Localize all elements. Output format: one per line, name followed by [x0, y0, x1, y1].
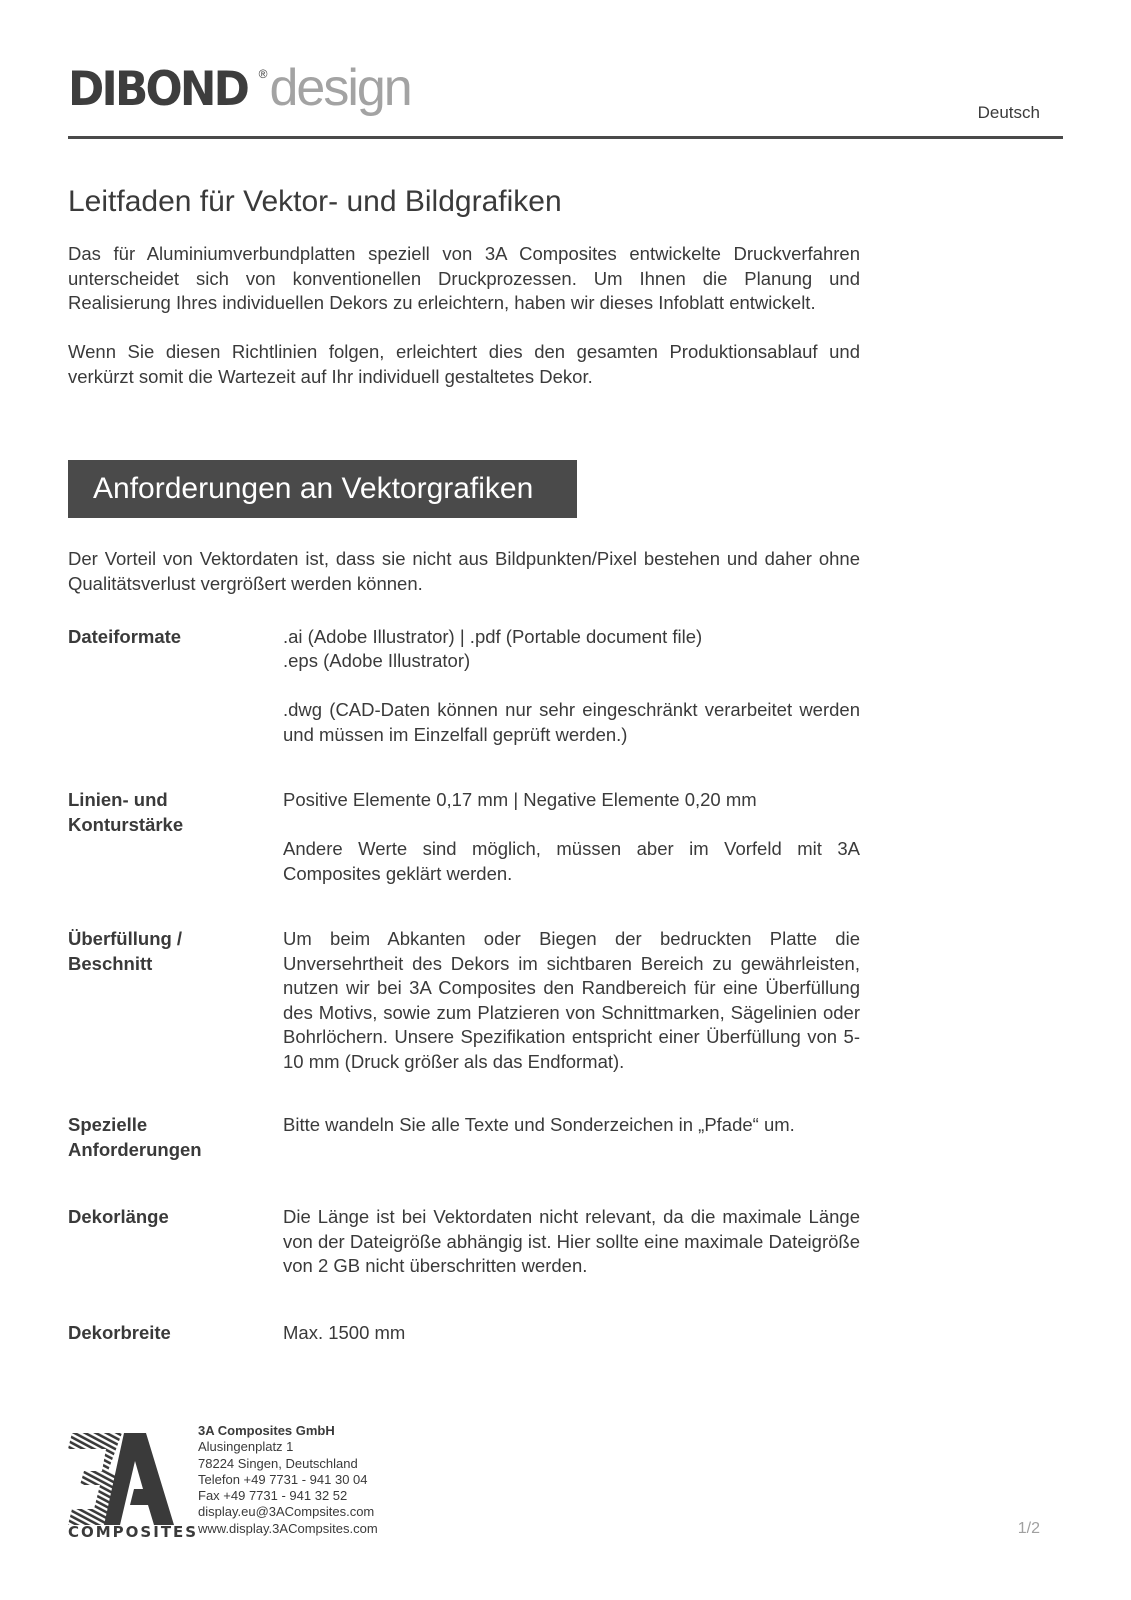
address-street: Alusingenplatz 1	[198, 1439, 294, 1455]
spec-value-dekorbreite: Max. 1500 mm	[283, 1322, 406, 1343]
spec-value-linienstaerke-2: Andere Werte sind möglich, müssen aber im Vorfeld mit 3A Composites geklärt werden.	[283, 838, 860, 884]
section-heading: Anforderungen an Vektorgrafiken	[68, 460, 577, 518]
company-name: 3A Composites GmbH	[198, 1423, 335, 1438]
spec-value-dateiformate-1: .ai (Adobe Illustrator) | .pdf (Portable document file)	[283, 626, 703, 647]
address-email[interactable]: display.eu@3ACompsites.com	[198, 1504, 375, 1520]
spec-label-linienstaerke-line-2: Konturstärke	[68, 813, 184, 835]
logo-sub-text: design	[269, 59, 411, 117]
spec-value-dekorlaenge: Die Länge ist bei Vektordaten nicht relevant, da die maximale Länge von der Dateigröße abhängig ist. Hier sollte eine maximale Dateigröße von 2 GB nicht überschritten werden.	[283, 1206, 860, 1276]
address-fax: Fax +49 7731 - 941 32 52	[198, 1488, 348, 1504]
registered-mark: ®	[258, 67, 268, 81]
company-address-block	[198, 1423, 378, 1537]
spec-label-spezielle-line-1: Spezielle	[68, 1114, 148, 1135]
spec-value-ueberfuellung: Um beim Abkanten oder Biegen der bedruckten Platte die Unversehrtheit des Dekors im sichtbaren Bereich zu gewährleisten, nutzen wir bei 3A Composites den Randbereich für eine Überfüllung des Motivs, sowie zum Platzieren von Schnittmarken, Sägelinien oder Bohrlöchern. Unsere Spezifikation entspricht einer Überfüllung von 5-10 mm (Druck größer als das Endformat).	[283, 928, 860, 1072]
spec-label-ueberfuellung	[68, 927, 258, 976]
spec-value-linienstaerke-1: Positive Elemente 0,17 mm | Negative Elemente 0,20 mm	[283, 789, 757, 810]
page-number: 1/2	[1017, 1520, 1040, 1537]
header-divider	[68, 136, 1063, 139]
page-title: Leitfaden für Vektor- und Bildgrafiken	[68, 185, 562, 218]
spec-value-spezielle-anforderungen: Bitte wandeln Sie alle Texte und Sonderzeichen in „Pfade“ um.	[283, 1114, 795, 1135]
dibond-design-logo	[68, 59, 411, 117]
spec-label-ueberfuellung-line-1: Überfüllung /	[68, 928, 183, 949]
spec-label-dekorlaenge: Dekorlänge	[68, 1206, 169, 1227]
spec-label-dateiformate: Dateiformate	[68, 626, 182, 647]
intro-paragraph-1: Das für Aluminiumverbundplatten speziell von 3A Composites entwickelte Druckverfahren unterscheidet sich von konventionellen Druckprozessen. Um Ihnen die Planung und Realisierung Ihres individuellen Dekors zu erleichtern, haben wir dieses Infoblatt entwickelt.	[68, 243, 860, 313]
spec-label-dekorbreite: Dekorbreite	[68, 1322, 171, 1343]
intro-paragraph-2: Wenn Sie diesen Richtlinien folgen, erleichtert dies den gesamten Produktionsablauf und verkürzt somit die Wartezeit auf Ihr individuell gestaltetes Dekor.	[68, 341, 860, 387]
section-intro: Der Vorteil von Vektordaten ist, dass sie nicht aus Bildpunkten/Pixel bestehen und daher ohne Qualitätsverlust vergrößert werden können.	[68, 548, 860, 594]
spec-label-spezielle-anforderungen	[68, 1113, 258, 1162]
spec-label-linienstaerke	[68, 788, 258, 837]
address-website[interactable]: www.display.3ACompsites.com	[198, 1520, 378, 1536]
spec-value-dateiformate-2: .eps (Adobe Illustrator)	[283, 650, 471, 671]
spec-value-dateiformate-3: .dwg (CAD-Daten können nur sehr eingeschränkt verarbeitet werden und müssen im Einzelfall geprüft werden.)	[283, 699, 860, 745]
composites-wordmark: COMPOSITES	[68, 1523, 199, 1541]
address-phone: Telefon +49 7731 - 941 30 04	[198, 1471, 368, 1487]
language-label: Deutsch	[977, 103, 1040, 122]
spec-label-ueberfuellung-line-2: Beschnitt	[68, 952, 153, 974]
address-city: 78224 Singen, Deutschland	[198, 1455, 358, 1471]
spec-label-linienstaerke-line-1: Linien- und	[68, 789, 168, 810]
spec-label-spezielle-line-2: Anforderungen	[68, 1138, 202, 1160]
logo-main-text: DIBOND	[68, 62, 248, 117]
